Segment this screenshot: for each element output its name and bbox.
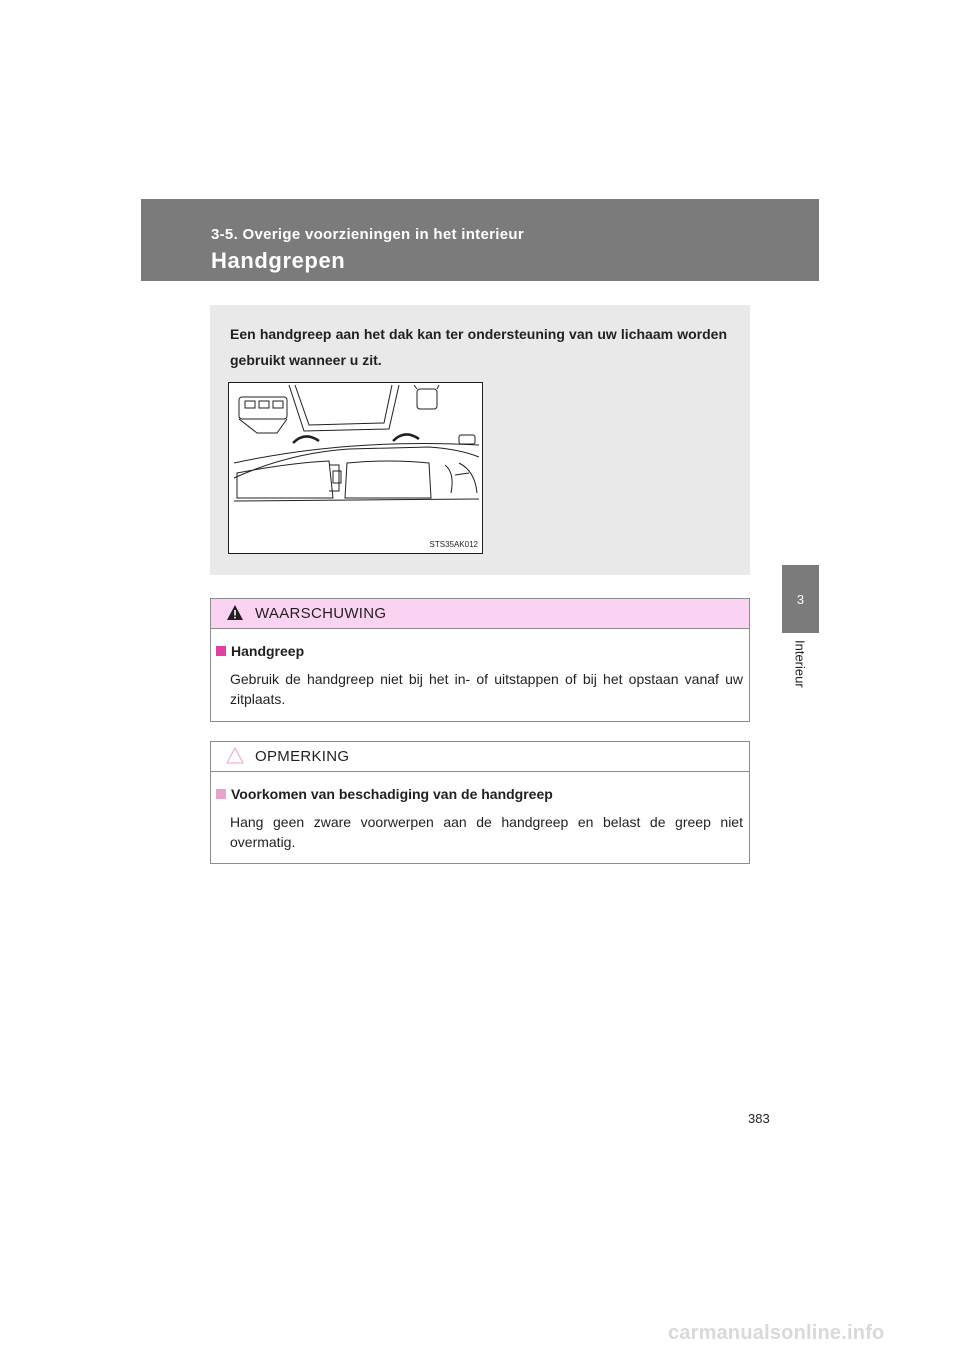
note-item-title — [211, 786, 553, 802]
watermark-text: carmanualsonline.info — [668, 1322, 885, 1344]
intro-box — [210, 305, 750, 575]
chapter-number: 3 — [796, 591, 805, 607]
car-interior-drawing — [229, 383, 482, 553]
warning-header — [211, 599, 749, 629]
header-band — [141, 199, 819, 281]
note-header — [211, 742, 749, 772]
caution-triangle-icon — [226, 747, 244, 764]
assist-grip-illustration — [228, 382, 483, 554]
note-box — [210, 741, 750, 864]
grip-right — [393, 434, 419, 441]
watermark — [0, 1320, 960, 1358]
grip-left — [293, 436, 319, 443]
warning-box — [210, 598, 750, 722]
chapter-label: Interieur — [792, 640, 808, 688]
page-number: 383 — [748, 1111, 770, 1126]
note-item-body: Hang geen zware voorwerpen aan de handgreep en belast de greep niet overmatig. — [230, 814, 743, 850]
note-label: OPMERKING — [255, 748, 350, 765]
square-bullet-icon — [216, 646, 226, 656]
warning-triangle-icon — [226, 604, 244, 621]
figure-code: STS35AK012 — [429, 540, 478, 549]
warning-item-title-text: Handgreep — [231, 643, 305, 659]
warning-item-body: Gebruik de handgreep niet bij het in- of uitstappen of bij het opstaan vanaf uw zitplaats. — [230, 671, 743, 707]
warning-label: WAARSCHUWING — [255, 605, 387, 622]
chapter-tab[interactable] — [782, 565, 819, 633]
intro-text: Een handgreep aan het dak kan ter ondersteuning van uw lichaam worden gebruikt wanneer u zit. — [230, 326, 727, 368]
warning-item-title — [211, 643, 304, 659]
page-title: Handgrepen — [211, 248, 346, 273]
square-bullet-icon — [216, 789, 226, 799]
section-label: 3-5. Overige voorzieningen in het interieur — [211, 226, 524, 243]
note-item-title-text: Voorkomen van beschadiging van de handgreep — [231, 786, 553, 802]
